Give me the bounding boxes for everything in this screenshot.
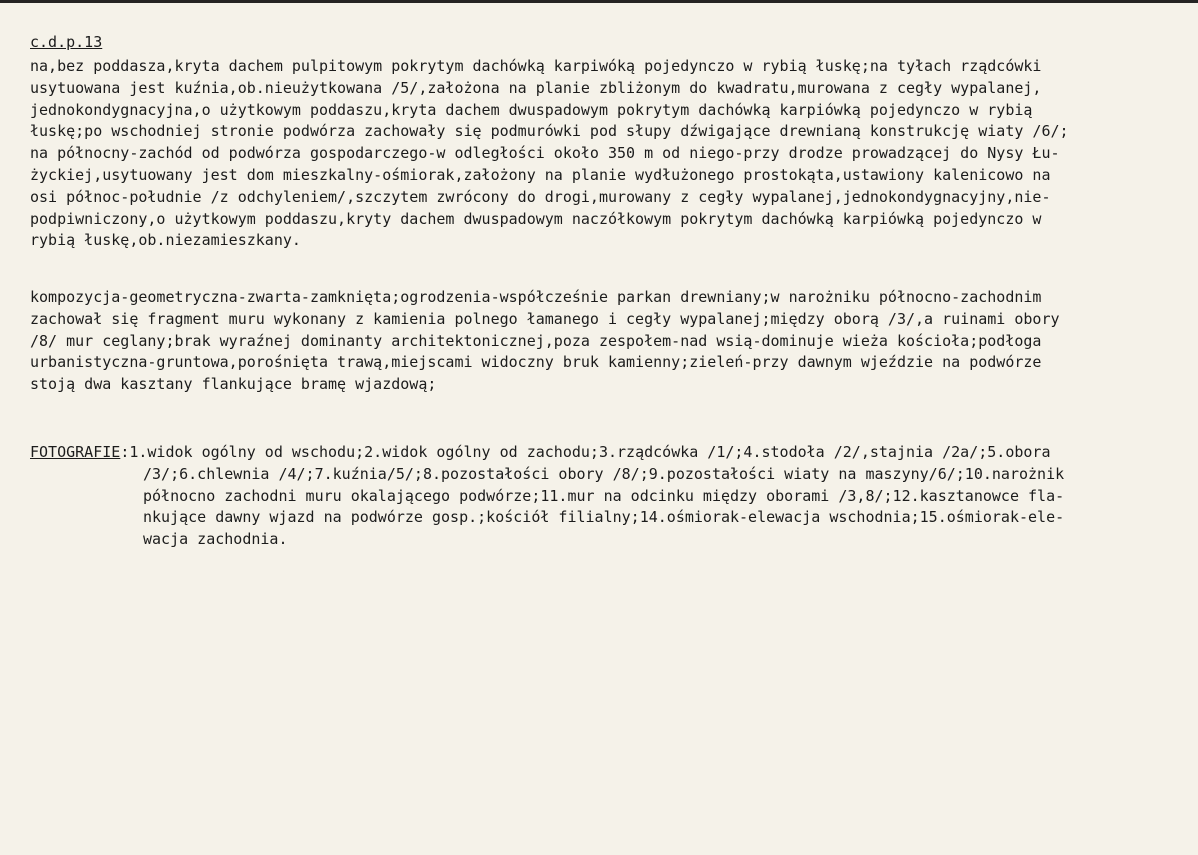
text-line: życkiej,usytuowany jest dom mieszkalny-ośmiorak,założony na planie wydłużonego prostokąta,ustawiony kalenicowo na: [30, 165, 1051, 184]
photos-first-line: [30, 442, 1180, 464]
text-line: łuskę;po wschodniej stronie podwórza zachowały się podmurówki pod słupy dźwigające drewnianą konstrukcję wiaty /6/;: [30, 122, 1069, 141]
text-line: rybią łuskę,ob.niezamieszkany.: [30, 231, 301, 250]
text-line: zachował się fragment muru wykonany z kamienia polnego łamanego i cegły wypalanej;między oborą /3/,a ruinami obory: [30, 309, 1060, 328]
description-paragraph: [30, 56, 1180, 252]
text-line: północno zachodni muru okalającego podwórze;11.mur na odcinku między oborami /3,8/;12.kasztanowce fla-: [143, 486, 1065, 505]
text-line: stoją dwa kasztany flankujące bramę wjazdową;: [30, 375, 437, 394]
page-continuation-header: c.d.p.13: [30, 33, 103, 51]
reverse-side-bleed: [0, 600, 1198, 614]
text-line: usytuowana jest kuźnia,ob.nieużytkowana /5/,założona na planie zbliżonym do kwadratu,murowana z cegły wypalanej,: [30, 78, 1042, 97]
photographs-section: [30, 442, 1180, 551]
text-line: kompozycja-geometryczna-zwarta-zamknięta;ogrodzenia-współcześnie parkan drewniany;w narożniku północno-zachodnim: [30, 288, 1042, 306]
composition-paragraph: [30, 287, 1180, 396]
text-line: urbanistyczna-gruntowa,porośnięta trawą,miejscami widoczny bruk kamienny;zieleń-przy dawnym wjeździe na podwórze: [30, 353, 1042, 372]
text-line: nkujące dawny wjazd na podwórze gosp.;kościół filialny;14.ośmiorak-elewacja wschodnia;15.ośmiorak-ele-: [143, 508, 1065, 527]
text-line: na,bez poddasza,kryta dachem pulpitowym pokrytym dachówką karpiwóką pojedynczo w rybią łuskę;na tyłach rządcówki: [30, 57, 1042, 75]
text-line: /3/;6.chlewnia /4/;7.kuźnia/5/;8.pozostałości obory /8/;9.pozostałości wiaty na maszyny/6/;10.narożnik: [143, 464, 1065, 483]
text-line: jednokondygnacyjna,o użytkowym poddaszu,kryta dachem dwuspadowym pokrytym dachówką karpiówką pojedynczo w rybią: [30, 100, 1033, 119]
text-line: /8/ mur ceglany;brak wyraźnej dominanty architektonicznej,poza zespołem-nad wsią-dominuje wieża kościoła;podłoga: [30, 331, 1042, 350]
text-line: wacja zachodnia.: [143, 530, 288, 549]
text-line: na północny-zachód od podwórza gospodarczego-w odległości około 350 m od niego-przy drodze prowadzącej do Nysy Łu-: [30, 144, 1060, 163]
text-line: :1.widok ogólny od wschodu;2.widok ogólny od zachodu;3.rządcówka /1/;4.stodoła /2/,stajnia /2a/;5.obora: [120, 443, 1051, 461]
text-line: osi północ-południe /z odchyleniem/,szczytem zwrócony do drogi,murowany z cegły wypalanej,jednokondygnacyjny,nie-: [30, 187, 1051, 206]
photos-label: FOTOGRAFIE: [30, 443, 121, 461]
text-line: podpiwniczony,o użytkowym poddaszu,kryty dachem dwuspadowym naczółkowym pokrytym dachówką karpiówką pojedynczo w: [30, 209, 1042, 228]
